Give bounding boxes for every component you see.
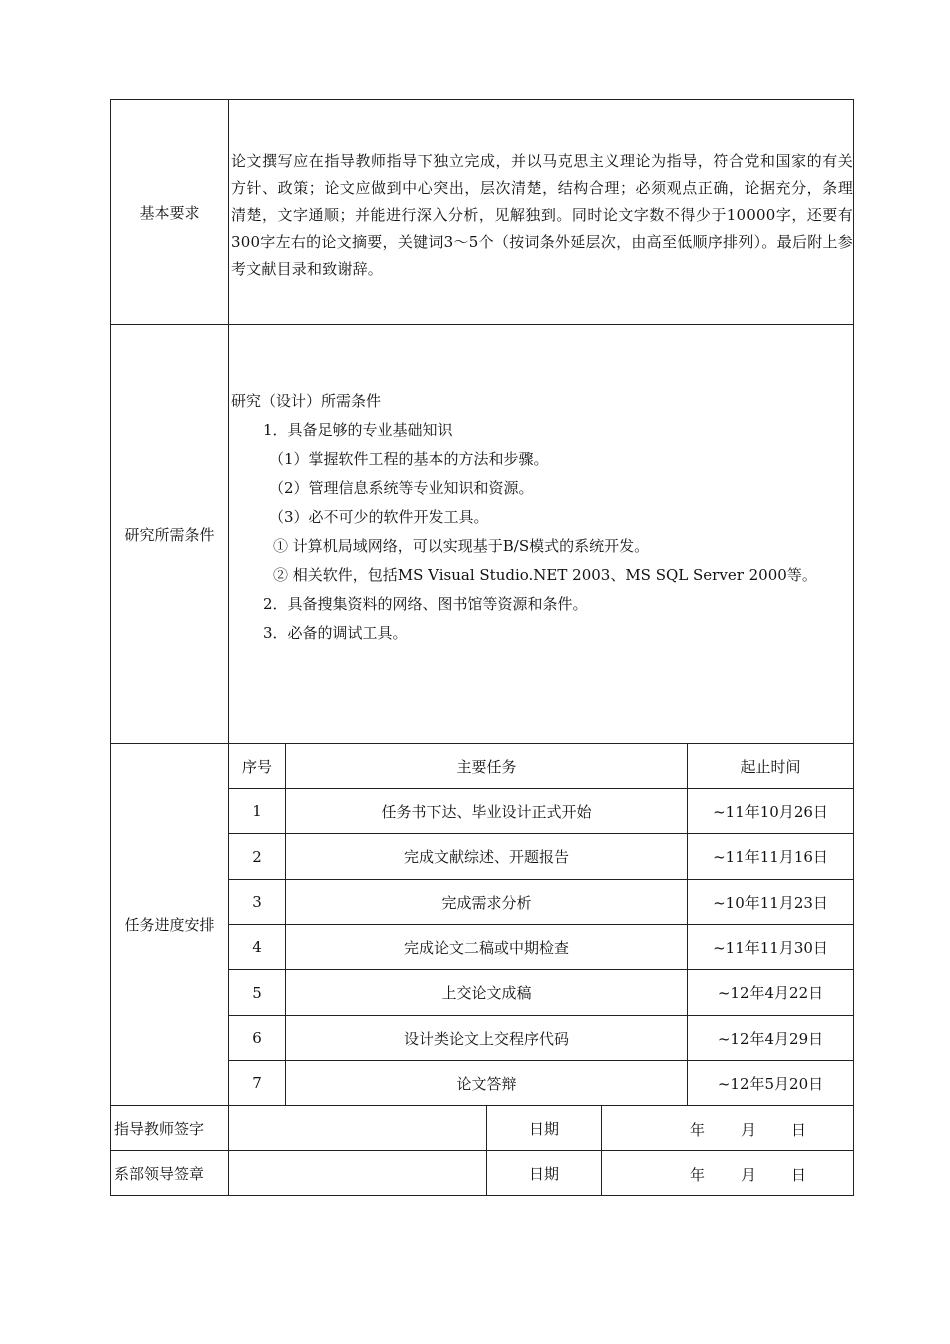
requirements-text <box>231 148 853 283</box>
month-label: 月 <box>741 1121 757 1139</box>
schedule-row-time: ~11年11月16日 <box>713 848 828 866</box>
conditions-item: 3．必备的调试工具。 <box>263 624 408 642</box>
advisor-date-label: 日期 <box>528 1119 559 1138</box>
department-signature-field[interactable] <box>229 1151 486 1195</box>
conditions-label: 研究所需条件 <box>124 525 215 544</box>
day-label: 日 <box>791 1166 807 1184</box>
schedule-row-no: 5 <box>252 983 262 1002</box>
conditions-item: ① 计算机局域网络，可以实现基于B/S模式的系统开发。 <box>273 537 650 555</box>
conditions-heading: 研究（设计）所需条件 <box>231 392 382 410</box>
conditions-item: （3）必不可少的软件开发工具。 <box>269 508 489 526</box>
schedule-row-time: ~10年11月23日 <box>713 893 828 912</box>
advisor-signature-label: 指导教师签字 <box>114 1119 205 1138</box>
conditions-item: （1）掌握软件工程的基本的方法和步骤。 <box>269 450 549 468</box>
conditions-item: ② 相关软件，包括MS Visual Studio.NET 2003、MS SQL Server 2000等。 <box>273 566 817 584</box>
conditions-item: 2．具备搜集资料的网络、图书馆等资源和条件。 <box>263 595 588 613</box>
schedule-row-task: 论文答辩 <box>456 1074 517 1093</box>
schedule-row-time: ~11年10月26日 <box>713 802 828 821</box>
schedule-row-no: 2 <box>252 847 262 866</box>
schedule-header-task: 主要任务 <box>456 757 517 776</box>
schedule-header-time: 起止时间 <box>740 757 801 776</box>
schedule-row-time: ~12年4月29日 <box>717 1029 824 1048</box>
department-signature-label: 系部领导签章 <box>114 1164 205 1183</box>
schedule-row-time: ~11年11月30日 <box>713 938 828 957</box>
month-label: 月 <box>741 1166 757 1184</box>
schedule-row-task: 上交论文成稿 <box>441 984 532 1002</box>
schedule-row-no: 4 <box>252 938 262 956</box>
schedule-row-task: 任务书下达、毕业设计正式开始 <box>381 802 592 821</box>
conditions-item: （2）管理信息系统等专业知识和资源。 <box>269 479 534 497</box>
schedule-header-no: 序号 <box>241 757 272 776</box>
schedule-row-task: 完成论文二稿或中期检查 <box>403 938 569 957</box>
schedule-row-task: 完成需求分析 <box>441 893 532 912</box>
schedule-row-no: 7 <box>252 1074 262 1092</box>
schedule-label: 任务进度安排 <box>124 916 215 934</box>
requirements-paragraph: 论文撰写应在指导教师指导下独立完成，并以马克思主义理论为指导，符合党和国家的有关方针、政策；论文应做到中心突出，层次清楚，结构合理；必须观点正确，论据充分，条理清楚，文字通顺；并能进行深入分析，见解独到。同时论文字数不得少于10000字，还要有300字左右的论文摘要，关键词3～5个（按词条外延层次，由高至低顺序排列）。最后附上参考文献目录和致谢辞。 <box>231 152 853 278</box>
schedule-row-time: ~12年4月22日 <box>717 984 824 1002</box>
conditions-item: 1．具备足够的专业基础知识 <box>263 421 453 439</box>
schedule-row-task: 设计类论文上交程序代码 <box>403 1029 569 1048</box>
day-label: 日 <box>791 1121 807 1139</box>
schedule-row-time: ~12年5月20日 <box>717 1074 824 1093</box>
department-date-label: 日期 <box>528 1164 559 1183</box>
conditions-list <box>231 387 817 648</box>
schedule-row-no: 1 <box>252 802 262 820</box>
year-label: 年 <box>690 1166 706 1184</box>
department-date-field[interactable] <box>602 1151 853 1195</box>
schedule-row-no: 6 <box>252 1029 262 1047</box>
advisor-signature-field[interactable] <box>229 1106 486 1150</box>
schedule-row-task: 完成文献综述、开题报告 <box>403 848 569 866</box>
requirements-label: 基本要求 <box>139 203 200 222</box>
year-label: 年 <box>690 1121 706 1139</box>
schedule-row-no: 3 <box>252 893 262 911</box>
advisor-date-field[interactable] <box>602 1106 853 1150</box>
